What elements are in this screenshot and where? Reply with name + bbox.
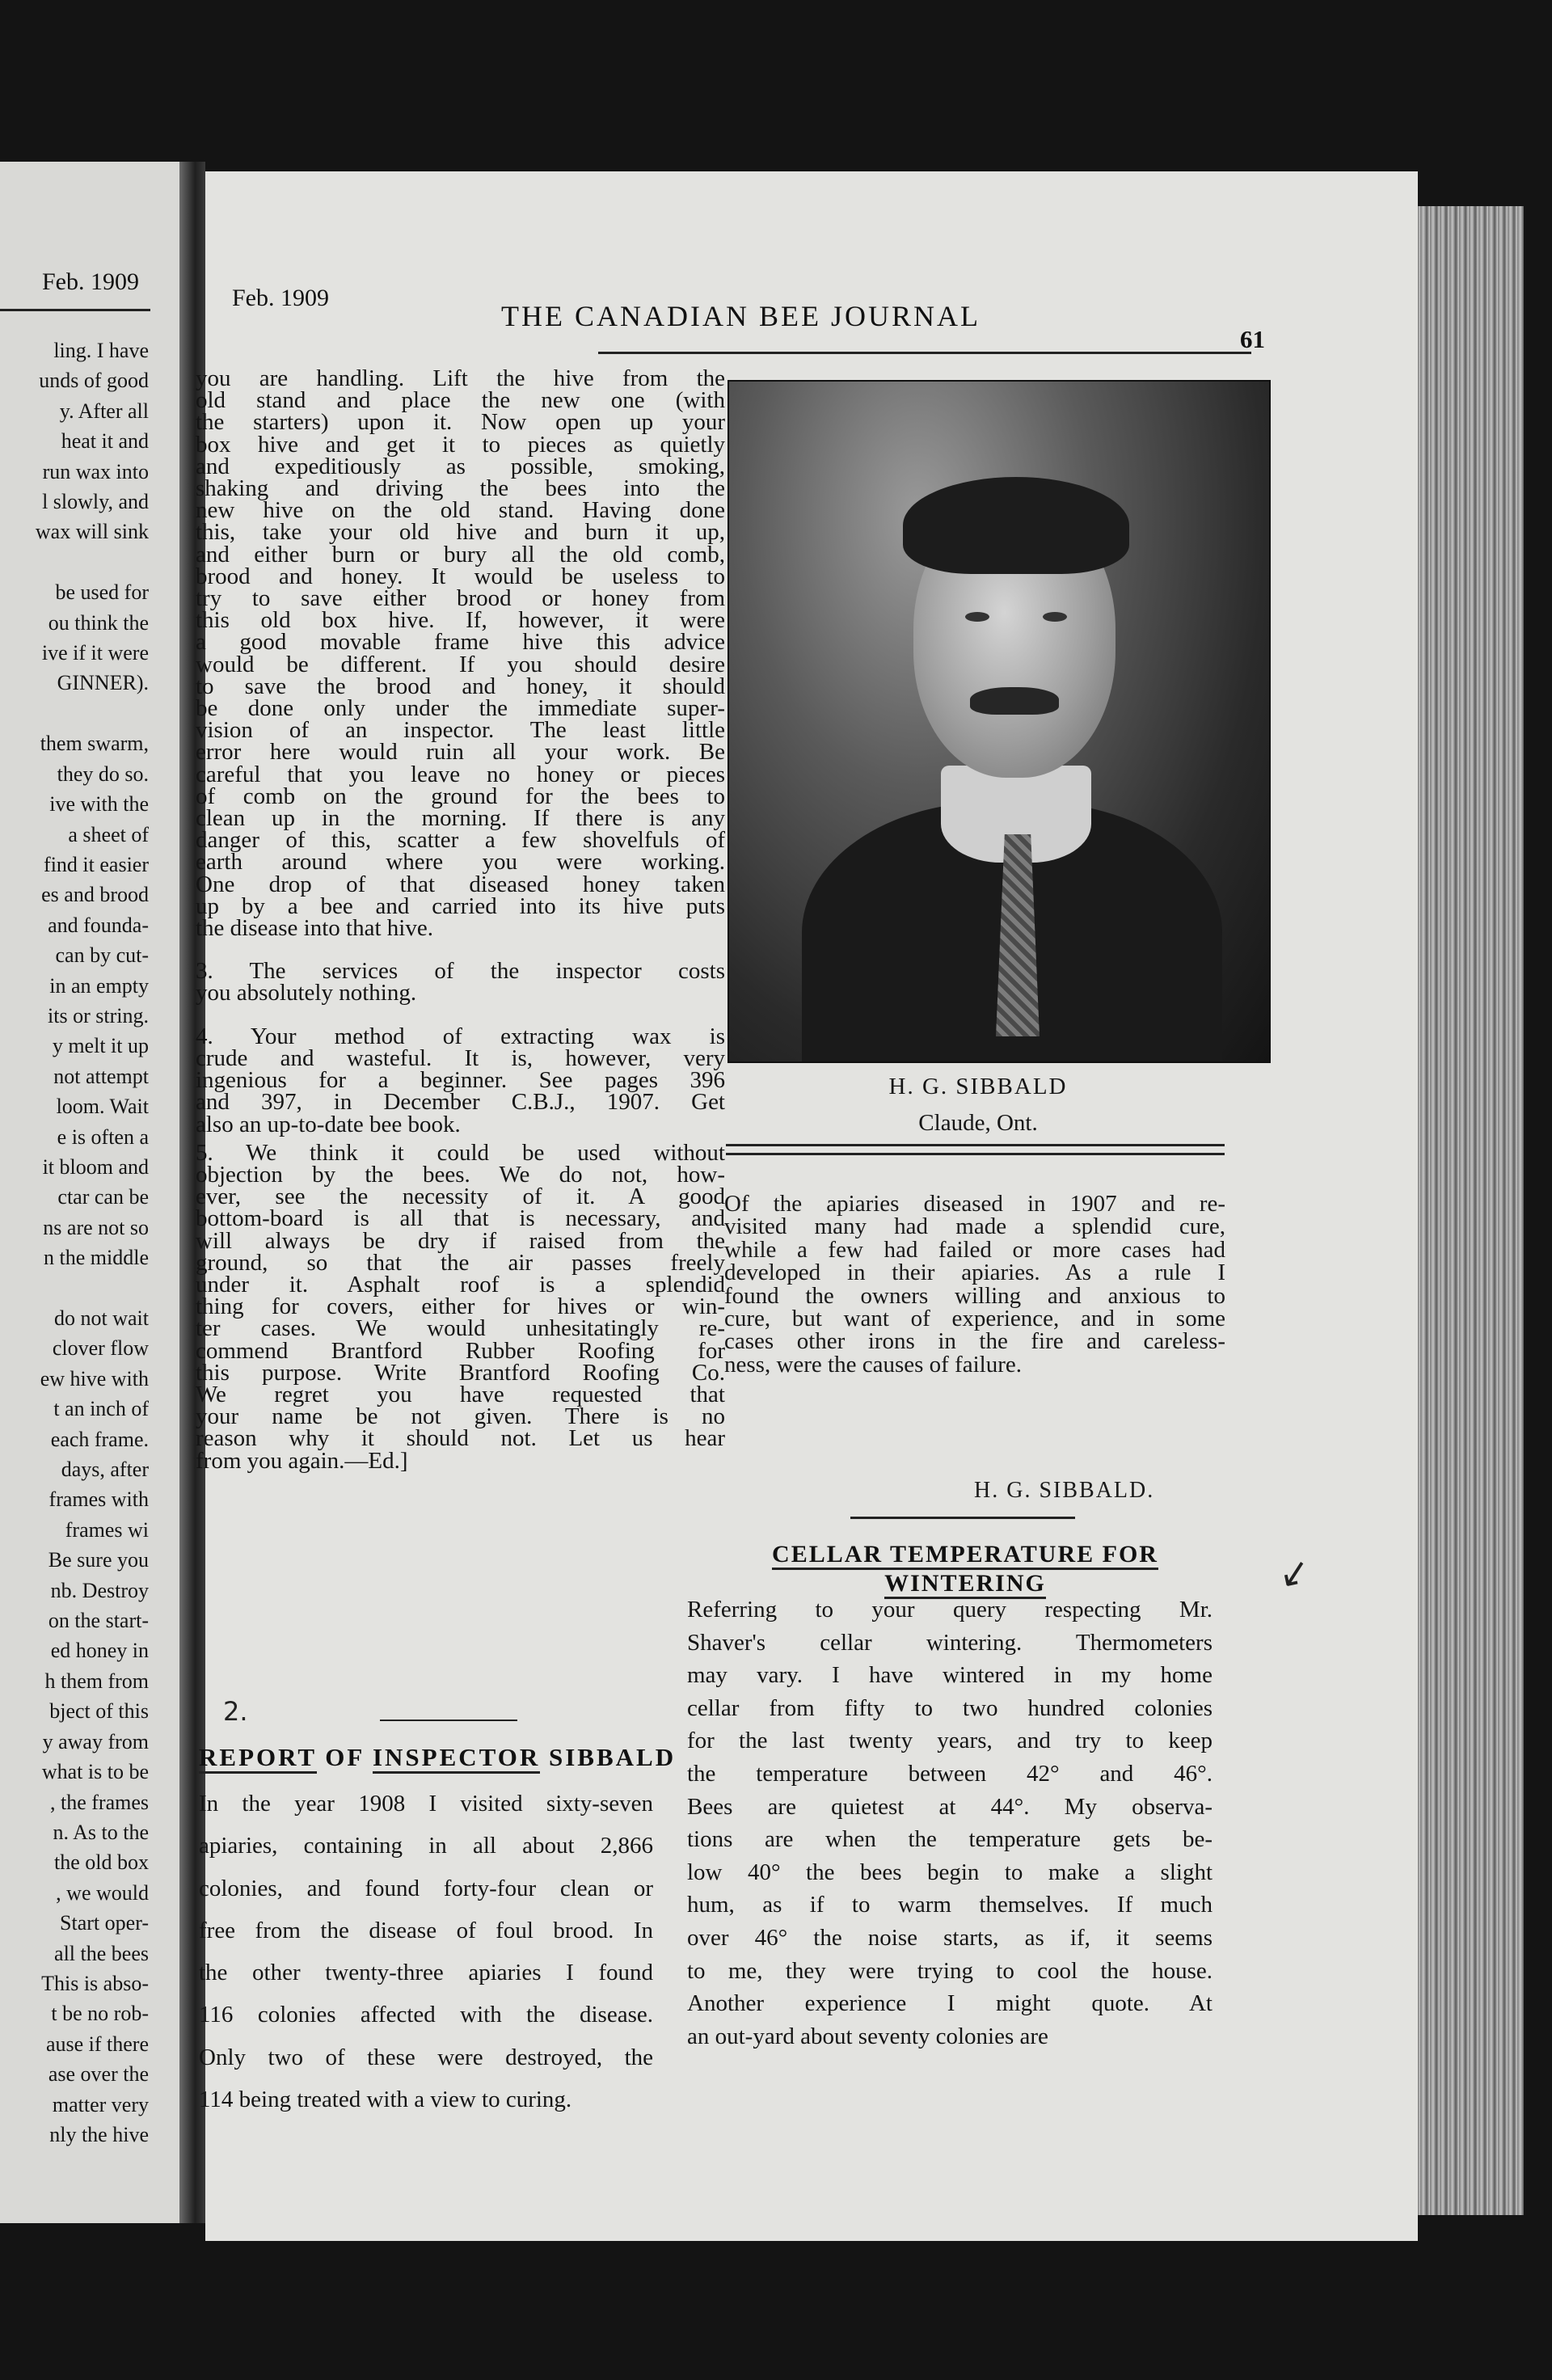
text-line: for the last twenty years, and try to keep	[687, 1728, 1212, 1754]
left-page-line: wax will sink	[35, 520, 149, 544]
left-page-line: find it easier	[44, 852, 149, 876]
left-page-line: a sheet of	[68, 822, 149, 846]
left-page-line: they do so.	[57, 762, 149, 786]
left-page-line: l slowly, and	[42, 490, 149, 514]
left-page-line: t be no rob-	[51, 2002, 149, 2026]
text-line: colonies, and found forty-four clean or	[199, 1875, 653, 1901]
left-page-line: nb. Destroy	[50, 1578, 149, 1602]
text-line: may vary. I have wintered in my home	[687, 1662, 1212, 1689]
left-page-line: ou think the	[48, 610, 149, 635]
page-number: 61	[1240, 325, 1265, 353]
left-page-text-fragments	[0, 335, 149, 2150]
left-page-line	[0, 547, 149, 577]
report-heading-word-name: SIBBALD	[549, 1743, 677, 1771]
report-continuation	[724, 1192, 1225, 1376]
text-line: visited many had made a splendid cure,	[724, 1213, 1225, 1240]
left-page-line: can by cut-	[55, 943, 149, 968]
text-line: an out-yard about seventy colonies are	[687, 2023, 1048, 2049]
text-line: from you again.—Ed.]	[196, 1447, 408, 1474]
margin-check-mark: ↙	[1274, 1547, 1314, 1597]
section-divider	[380, 1720, 517, 1721]
paragraph-answer-4	[196, 1023, 725, 1137]
text-line: to me, they were trying to cool the house.	[687, 1957, 1212, 1984]
text-line: also an up-to-date bee book.	[196, 1111, 461, 1137]
left-page-line: ive with the	[49, 792, 149, 817]
text-line: and expeditiously as possible, smoking,	[196, 453, 725, 479]
left-page-line: heat it and	[61, 429, 149, 454]
left-page-line: , the frames	[49, 1790, 149, 1814]
left-page-header-rule	[0, 309, 150, 311]
left-page-line: y. After all	[59, 399, 149, 423]
left-page-line: what is to be	[41, 1760, 149, 1784]
left-page-line: loom. Wait	[56, 1095, 149, 1119]
text-line: crude and wasteful. It is, however, very	[196, 1044, 725, 1071]
text-line: your name be not given. There is no	[196, 1403, 725, 1430]
left-page-line: ctar can be	[57, 1185, 149, 1209]
text-line: Another experience I might quote. At	[687, 1990, 1212, 2017]
text-line: clean up in the morning. If there is any	[196, 805, 725, 832]
text-line: old stand and place the new one (with	[196, 387, 725, 414]
text-line: hum, as if to warm themselves. If much	[687, 1892, 1212, 1918]
text-line: apiaries, containing in all about 2,866	[199, 1833, 653, 1859]
text-line: reason why it should not. Let us hear	[196, 1425, 725, 1452]
left-page-line: run wax into	[42, 459, 149, 483]
left-page-line: in an empty	[49, 973, 149, 998]
text-line: this, take your old hive and burn it up,	[196, 519, 725, 546]
paragraph-answer-continuation	[196, 365, 725, 942]
text-line: ever, see the necessity of it. A good	[196, 1184, 725, 1210]
text-line: you are handling. Lift the hive from the	[196, 365, 725, 391]
left-page-line: its or string.	[48, 1003, 149, 1028]
left-page-line: ling. I have	[53, 339, 149, 362]
text-line: a good movable frame hive this advice	[196, 629, 725, 656]
left-page-line: Be sure you	[48, 1548, 149, 1572]
left-page-line: ns are not so	[43, 1215, 149, 1239]
left-page-line: them swarm,	[40, 732, 149, 756]
text-line: be done only under the immediate super-	[196, 695, 725, 722]
left-page	[0, 162, 179, 2223]
portrait-caption-place: Claude, Ont.	[918, 1110, 1038, 1136]
left-page-line: ause if there	[45, 2032, 149, 2056]
portrait-photo	[728, 380, 1271, 1063]
text-line: thing for covers, either for hives or win-	[196, 1293, 725, 1320]
left-page-line: Start oper-	[60, 1911, 149, 1935]
left-page-line: matter very	[52, 2092, 149, 2116]
left-page-line: unds of good	[39, 369, 149, 393]
running-header	[232, 281, 1267, 353]
text-line: 5. We think it could be used without	[196, 1139, 725, 1166]
text-line: bottom-board is all that is necessary, and	[196, 1205, 725, 1232]
text-line: developed in their apiaries. As a rule I	[724, 1260, 1225, 1286]
text-line: shaking and driving the bees into the	[196, 475, 725, 502]
text-line: danger of this, scatter a few shovelfuls of	[196, 827, 725, 854]
text-line: 4. Your method of extracting wax is	[196, 1023, 725, 1049]
text-line: this old box hive. If, however, it were	[196, 607, 725, 634]
text-line: objection by the bees. We do not, how-	[196, 1161, 725, 1188]
left-page-line: y melt it up	[52, 1034, 149, 1058]
left-page-header-date: Feb. 1909	[42, 268, 139, 295]
text-line: found the owners willing and anxious to	[724, 1282, 1225, 1309]
caption-double-rule	[726, 1144, 1225, 1155]
text-line: careful that you leave no honey or pieces	[196, 761, 725, 787]
left-page-line: es and brood	[41, 883, 149, 907]
text-line: Bees are quietest at 44°. My observa-	[687, 1793, 1212, 1820]
cellar-heading-line2: WINTERING	[884, 1570, 1046, 1599]
cellar-body	[687, 1599, 1212, 2058]
text-line: free from the disease of foul brood. In	[199, 1917, 653, 1943]
portrait-mustache	[970, 687, 1059, 715]
text-line: cure, but want of experience, and in some	[724, 1306, 1225, 1332]
left-page-line: on the start-	[48, 1609, 149, 1633]
cellar-heading-line1: CELLAR TEMPERATURE FOR	[772, 1541, 1158, 1570]
book-page-edges	[1411, 206, 1524, 2215]
left-page-line: do not wait	[54, 1306, 149, 1330]
text-line: up by a bee and carried into its hive puts	[196, 892, 725, 919]
text-line: over 46° the noise starts, as if, it seems	[687, 1924, 1212, 1951]
report-heading	[199, 1743, 676, 1772]
portrait-right-eye	[1043, 612, 1067, 622]
left-page-line: ew hive with	[40, 1366, 149, 1390]
section-divider-2	[850, 1517, 1075, 1519]
left-page-line: not attempt	[53, 1064, 149, 1088]
left-page-line: all the bees	[54, 1941, 149, 1965]
text-line: of comb on the ground for the bees to	[196, 783, 725, 809]
left-page-line: ase over the	[48, 2062, 149, 2087]
text-line: the disease into that hive.	[196, 915, 433, 942]
text-line: Of the apiaries diseased in 1907 and re-	[724, 1191, 1225, 1217]
left-page-line: ed honey in	[50, 1639, 149, 1663]
left-page-line: n. As to the	[53, 1820, 149, 1844]
text-line: ness, were the causes of failure.	[724, 1351, 1022, 1378]
text-line: cellar from fifty to two hundred colonies	[687, 1694, 1212, 1721]
left-page-line: and founda-	[48, 913, 149, 937]
left-page-line: clover flow	[52, 1336, 149, 1361]
left-page-line: h them from	[44, 1669, 149, 1693]
text-line: ingenious for a beginner. See pages 396	[196, 1067, 725, 1094]
left-page-line: y away from	[42, 1729, 149, 1753]
left-page-line: nly the hive	[49, 2122, 149, 2146]
text-line: try to save either brood or honey from	[196, 585, 725, 612]
text-line: 116 colonies affected with the disease.	[199, 2002, 653, 2028]
left-page-line: n the middle	[44, 1246, 149, 1270]
text-line: 3. The services of the inspector costs	[196, 958, 725, 985]
portrait-left-eye	[965, 612, 989, 622]
portrait-caption-name: H. G. SIBBALD	[888, 1074, 1068, 1099]
text-line: new hive on the old stand. Having done	[196, 497, 725, 524]
text-line: vision of an inspector. The least little	[196, 717, 725, 744]
text-line: this purpose. Write Brantford Roofing Co.	[196, 1359, 725, 1386]
text-line: would be different. If you should desire	[196, 651, 725, 677]
text-line: the starters) upon it. Now open up your	[196, 409, 725, 436]
text-line: Shaver's cellar wintering. Thermometers	[687, 1629, 1212, 1656]
text-line: to save the brood and honey, it should	[196, 673, 725, 699]
text-line: and 397, in December C.B.J., 1907. Get	[196, 1089, 725, 1116]
text-line: while a few had failed or more cases had	[724, 1236, 1225, 1263]
text-line: In the year 1908 I visited sixty-seven	[199, 1791, 653, 1817]
left-page-line	[0, 698, 149, 728]
text-line: the temperature between 42° and 46°.	[687, 1760, 1212, 1787]
header-rule	[598, 352, 1251, 354]
report-heading-word-inspector: INSPECTOR	[373, 1743, 540, 1774]
text-line: earth around where you were working.	[196, 849, 725, 876]
left-page-line: t an inch of	[53, 1397, 149, 1421]
journal-title: THE CANADIAN BEE JOURNAL	[501, 300, 981, 332]
left-page-line: the old box	[54, 1850, 149, 1875]
left-page-line: , we would	[56, 1880, 149, 1905]
left-page-line: days, after	[61, 1458, 149, 1482]
text-line: tions are when the temperature gets be-	[687, 1826, 1212, 1853]
text-line: commend Brantford Rubber Roofing for	[196, 1337, 725, 1364]
left-page-line: frames with	[48, 1488, 149, 1512]
left-page-line	[0, 1273, 149, 1303]
text-line: under it. Asphalt roof is a splendid	[196, 1271, 725, 1298]
left-page-line: be used for	[55, 580, 149, 605]
text-line: We regret you have requested that	[196, 1381, 725, 1407]
left-page-line: This is abso-	[41, 1971, 149, 1995]
text-line: the other twenty-three apiaries I found	[199, 1960, 653, 1986]
report-heading-word-report: REPORT	[199, 1743, 317, 1774]
cellar-heading	[747, 1540, 1183, 1598]
text-line: ground, so that the air passes freely	[196, 1249, 725, 1276]
text-line: brood and honey. It would be useless to	[196, 563, 725, 589]
header-date: Feb. 1909	[232, 285, 329, 311]
left-page-line: each frame.	[50, 1427, 149, 1451]
text-line: and either burn or bury all the old comb,	[196, 541, 725, 568]
paragraph-answer-5	[196, 1139, 725, 1474]
text-line: ter cases. We would unhesitatingly re-	[196, 1315, 725, 1342]
portrait-hair	[903, 477, 1129, 574]
report-body	[199, 1793, 653, 2131]
text-line: Only two of these were destroyed, the	[199, 2044, 653, 2070]
handwritten-annotation: 2.	[223, 1696, 248, 1727]
left-page-line: GINNER).	[57, 671, 149, 695]
text-line: One drop of that diseased honey taken	[196, 871, 725, 897]
paragraph-answer-3	[196, 960, 725, 1004]
text-line: cases other irons in the fire and careless-	[724, 1328, 1225, 1355]
text-line: 114 being treated with a view to curing.	[199, 2087, 572, 2113]
left-page-line: bject of this	[49, 1699, 149, 1724]
left-page-line: it bloom and	[42, 1154, 149, 1179]
text-line: error here would ruin all your work. Be	[196, 739, 725, 766]
column-one-text	[196, 365, 725, 1474]
report-heading-word-of: OF	[325, 1743, 365, 1771]
text-line: low 40° the bees begin to make a slight	[687, 1859, 1212, 1885]
left-page-line: ive if it were	[41, 641, 149, 665]
text-line: Referring to your query respecting Mr.	[687, 1597, 1212, 1623]
report-signature: H. G. SIBBALD.	[974, 1478, 1155, 1503]
left-page-line: frames wi	[65, 1517, 149, 1542]
left-page-line: e is often a	[57, 1125, 149, 1149]
text-line: box hive and get it to pieces as quietly	[196, 431, 725, 458]
text-line: will always be dry if raised from the	[196, 1227, 725, 1254]
text-line: you absolutely nothing.	[196, 980, 417, 1006]
